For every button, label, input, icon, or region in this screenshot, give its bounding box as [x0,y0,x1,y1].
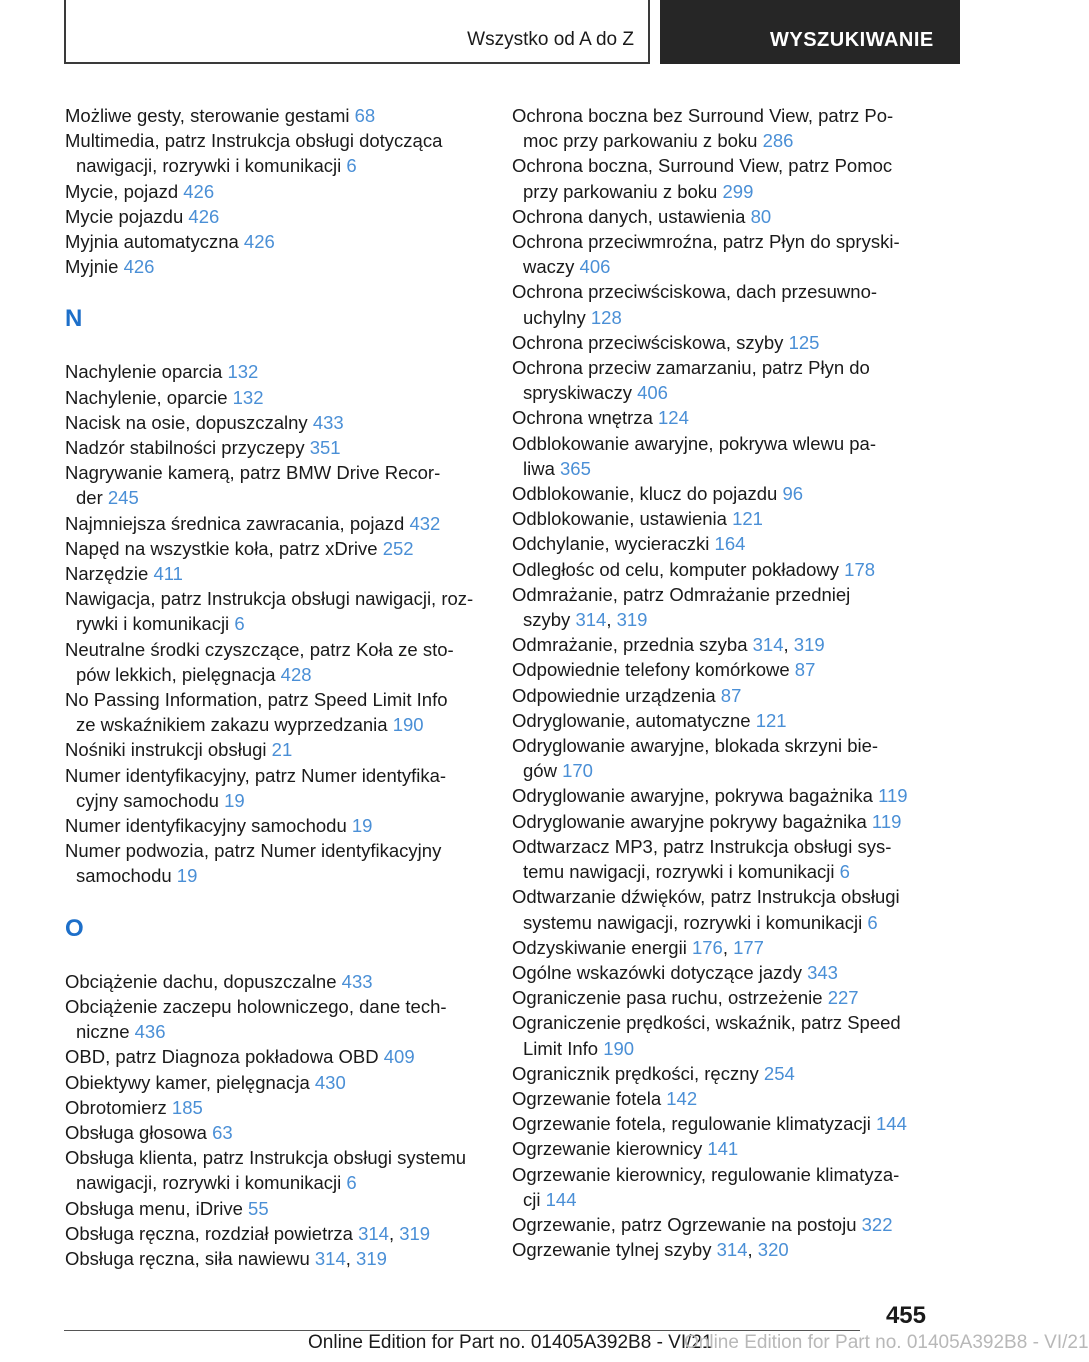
page-link[interactable]: 314 [314,1247,346,1269]
page-link[interactable]: 428 [280,663,312,685]
index-entry-text: Możliwe gesty, sterowanie gestami [65,105,355,126]
index-entry-text: Obiektywy kamer, pielęgnacja [65,1071,315,1093]
index-entry-text: Obsługa ręczna, siła nawiewu [65,1247,315,1269]
index-entry [65,1120,485,1145]
page-link[interactable]: 125 [788,331,820,353]
index-entry [512,683,932,708]
page-link[interactable]: 426 [188,205,220,227]
index-entry-text: samochodu [76,865,177,887]
page-link[interactable]: 185 [171,1096,203,1118]
page-link[interactable]: 124 [658,407,689,429]
page-link[interactable]: 190 [392,714,424,736]
page-link[interactable]: 164 [714,533,746,555]
page-link[interactable]: 319 [399,1222,431,1244]
page-link[interactable]: 433 [312,411,344,433]
index-entry-text: Neutralne środki czyszczące, patrz Koła ze sto‐ [65,638,454,660]
index-entry [65,460,485,510]
index-entry: Ogrzewanie tylnej szyby 314, 320 [512,1239,789,1261]
index-entry-text: Napęd na wszystkie koła, patrz xDrive [65,537,383,559]
page-link[interactable]: 6 [346,1172,357,1194]
page-link[interactable]: 128 [590,306,622,328]
section-letter: N [65,305,83,333]
index-entry-text: Nacisk na osie, dopuszczalny [65,411,313,433]
index-entry [65,586,485,636]
index-entry [512,506,932,531]
index-entry-text: przy parkowaniu z boku [523,180,723,202]
index-entry-text: Ogrzewanie tylnej szyby [512,1239,717,1261]
index-entry-text: pów lekkich, pielęgnacja [76,663,281,685]
index-entry [512,834,932,884]
index-entry-text: Odblokowanie, klucz do pojazdu [512,483,783,505]
index-entry-text: Myjnie [65,256,124,278]
page-link[interactable]: 409 [383,1046,415,1068]
index-entry-text: Ochrona boczna bez Surround View, patrz Po‐ [512,105,894,126]
page-link[interactable]: 141 [707,1138,739,1160]
index-entry [512,657,932,682]
index-entry-text: Nagrywanie kamerą, patrz BMW Drive Recor‐ [65,462,441,484]
index-entry-text: Myjnia automatyczna [65,231,244,253]
index-entry: Obsługa ręczna, siła nawiewu 314, 319 [65,1247,387,1269]
index-entry-text: Odblokowanie, ustawienia [512,508,733,530]
index-entry-text: Numer identyfikacyjny samochodu [65,815,352,837]
page-link[interactable]: 96 [782,483,804,505]
index-entry [65,1196,485,1221]
page-link[interactable]: 19 [224,789,245,811]
index-entry [65,561,485,586]
index-column-right [512,103,932,1262]
index-entry-text: Odryglowanie awaryjne, pokrywa bagażnika [512,785,879,807]
index-entry [65,637,485,687]
index-entry [512,557,932,582]
index-entry-text: Odryglowanie awaryjne, blokada skrzyni bie‐ [512,735,879,757]
page-link[interactable]: 351 [309,437,341,459]
index-entry [65,1095,485,1120]
index-entry-text: Ogrzewanie kierownicy, regulowanie klimatyza‐ [512,1163,900,1185]
index-entry [65,969,485,994]
page-link[interactable]: 55 [248,1197,269,1219]
page-link[interactable]: 121 [732,508,763,530]
page-link[interactable]: 299 [722,180,754,202]
page-link[interactable]: 177 [733,936,764,958]
index-entry [512,985,932,1010]
index-entry [65,435,485,460]
index-entry [512,783,932,808]
index-entry-text: Ochrona danych, ustawienia [512,205,751,227]
index-entry-text: Ochrona przeciwmroźna, patrz Płyn do spryski‐ [512,231,900,253]
index-entry [65,687,485,737]
page-link[interactable]: 319 [793,634,825,656]
index-entry-text: cji [523,1188,546,1210]
index-entry-text: cyjny samochodu [76,789,225,811]
page-link[interactable]: 80 [750,205,772,227]
page-link[interactable]: 343 [807,961,838,983]
index-entry [512,1086,932,1111]
index-entry [65,1044,485,1069]
page-link[interactable]: 314 [752,634,784,656]
index-entry-text: Numer identyfikacyjny, patrz Numer identyfika‐ [65,764,447,786]
index-entry [65,359,485,384]
page-link[interactable]: 119 [878,785,908,807]
index-entry-text: Obsługa ręczna, rozdział powietrza [65,1222,359,1244]
index-entry-text: Ograniczenie prędkości, wskaźnik, patrz Speed [512,1012,901,1034]
index-entry-text: Ogranicznik prędkości, ręczny [512,1062,764,1084]
page-link[interactable]: 432 [409,512,441,534]
index-entry [512,204,932,229]
footer-divider [64,1330,860,1331]
index-entry [65,103,485,128]
index-entry-text: Ograniczenie pasa ruchu, ostrzeżenie [512,987,828,1009]
page-link[interactable]: 433 [341,970,373,992]
index-entry [512,481,932,506]
index-entry [65,763,485,813]
index-entry [512,279,932,329]
page-link[interactable]: 144 [545,1188,577,1210]
index-entry-text: OBD, patrz Diagnoza pokładowa OBD [65,1046,384,1068]
index-entry-text: Ogrzewanie fotela [512,1087,667,1109]
page-link[interactable]: 319 [616,609,648,631]
page-link[interactable]: 132 [227,361,259,383]
page-link[interactable]: 142 [666,1087,698,1109]
index-entry [65,410,485,435]
page-link[interactable]: 245 [107,487,139,509]
search-tab[interactable] [660,0,960,64]
index-entry [65,254,485,279]
index-entry-text: szyby [523,609,576,631]
index-entry-text: Narzędzie [65,563,154,585]
index-entry-text: Obsługa głosowa [65,1121,213,1143]
page-link[interactable]: 411 [153,563,183,585]
index-entry [65,838,485,888]
index-entry-text: nawigacji, rozrywki i komunikacji [76,1172,347,1194]
page-link[interactable]: 430 [314,1071,346,1093]
section-tab-label: Wszystko od A do Z [467,29,634,50]
page-link[interactable]: 365 [560,457,591,479]
page-link[interactable]: 286 [762,130,794,152]
index-entry-text: Nachylenie oparcia [65,361,228,383]
index-entry [512,960,932,985]
index-entry-text: Limit Info [523,1037,604,1059]
index-entry-text: Odpowiednie telefony komórkowe [512,659,795,681]
page-link[interactable]: 252 [382,537,414,559]
index-entry [512,355,932,405]
page-link[interactable]: 314 [716,1239,748,1261]
page-link[interactable]: 87 [720,684,742,706]
index-entry [512,405,932,430]
page-link[interactable]: 406 [637,382,668,404]
page-number: 455 [885,1302,926,1329]
index-entry-text: Obsługa menu, iDrive [65,1197,249,1219]
section-letter: O [65,914,84,942]
page-link[interactable]: 119 [871,810,902,832]
index-entry-text: Ochrona przeciwściskowa, szyby [512,331,789,353]
index-entry-text: Ogrzewanie, patrz Ogrzewanie na postoju [512,1213,862,1235]
page-link[interactable]: 6 [346,155,357,177]
search-tab-label: WYSZUKIWANIE [770,29,934,51]
index-entry-text: waczy [523,256,580,278]
index-entry [65,737,485,762]
page-link[interactable]: 314 [575,609,607,631]
page-link[interactable]: 436 [134,1021,166,1043]
page-link[interactable]: 426 [123,256,155,278]
page-link[interactable]: 176 [691,936,723,958]
index-entry [65,511,485,536]
page-link[interactable]: 68 [354,105,376,126]
page-link[interactable]: 121 [755,709,787,731]
page-link[interactable]: 144 [876,1113,907,1135]
index-entry-text: uchylny [523,306,591,328]
index-entry-text: Obsługa klienta, patrz Instrukcja obsługi systemu [65,1147,467,1169]
page-link[interactable]: 178 [844,558,876,580]
index-column-left [65,103,485,1271]
page-link[interactable]: 6 [867,911,878,933]
index-entry-text: Odchylanie, wycieraczki [512,533,715,555]
index-entry [65,536,485,561]
index-entry-text: Odtwarzanie dźwięków, patrz Instrukcja obsługi [512,886,900,908]
page-link[interactable]: 190 [603,1037,635,1059]
index-entry-text: niczne [76,1021,135,1043]
index-entry [512,431,932,481]
index-entry-text: Ochrona przeciw zamarzaniu, patrz Płyn do [512,357,870,379]
index-entry-text: ze wskaźnikiem zakazu wyprzedzania [76,714,393,736]
index-entry [512,1136,932,1161]
index-entry-text: Ogólne wskazówki dotyczące jazdy [512,961,808,983]
page-link[interactable]: 132 [232,386,264,408]
index-entry-text: Mycie, pojazd [65,180,184,202]
page-link[interactable]: 319 [356,1247,387,1269]
page-link[interactable]: 322 [861,1213,893,1235]
index-entry [512,531,932,556]
page-link[interactable]: 426 [243,231,275,253]
index-entry [512,809,932,834]
page-link[interactable]: 426 [183,180,215,202]
index-entry-text: No Passing Information, patrz Speed Limit Info [65,689,448,711]
index-entry [65,179,485,204]
index-entry-text: Nośniki instrukcji obsługi [65,739,272,761]
page-link[interactable]: 406 [579,256,611,278]
page-link[interactable]: 63 [212,1121,233,1143]
index-entry-text: Multimedia, patrz Instrukcja obsługi dotycząca [65,130,443,152]
index-entry: Odzyskiwanie energii 176, 177 [512,936,764,958]
index-entry [65,128,485,178]
page-link[interactable]: 21 [271,739,293,761]
index-entry-text: Odtwarzacz MP3, patrz Instrukcja obsługi sys‐ [512,835,892,857]
index-entry: Odmrażanie, przednia szyba 314, 319 [512,634,825,656]
index-entry [512,153,932,203]
index-entry-text: temu nawigacji, rozrywki i komunikacji [523,861,840,883]
index-entry-text: nawigacji, rozrywki i komunikacji [76,155,347,177]
index-entry [512,103,932,153]
page-link[interactable]: 19 [176,865,198,887]
index-entry [512,1061,932,1086]
page-link[interactable]: 227 [827,987,859,1009]
index-entry [512,1212,932,1237]
page-link[interactable]: 6 [839,861,850,883]
index-entry [65,229,485,254]
index-entry-text: Odryglowanie, automatyczne [512,709,756,731]
index-entry-text: Mycie pojazdu [65,205,189,227]
index-entry [512,229,932,279]
index-entry-text: spryskiwaczy [523,382,638,404]
index-entry [512,330,932,355]
index-entry-text: Obciążenie dachu, dopuszczalne [65,970,342,992]
index-entry-text: Ochrona wnętrza [512,407,659,429]
index-entry [512,1162,932,1212]
page-link[interactable]: 6 [234,613,245,635]
index-entry-text: Odmrażanie, patrz Odmrażanie przedniej [512,583,851,605]
index-entry-text: Odblokowanie awaryjne, pokrywa wlewu pa‐ [512,432,877,454]
index-entry [512,1010,932,1060]
index-entry-text: Obciążenie zaczepu holowniczego, dane tech‐ [65,995,447,1017]
index-entry-text: Ogrzewanie kierownicy [512,1138,708,1160]
page-link[interactable]: 314 [358,1222,389,1244]
index-entry-text: Ogrzewanie fotela, regulowanie klimatyzacji [512,1113,877,1135]
index-entry-text: Odmrażanie, przednia szyba [512,634,753,656]
page-link[interactable]: 254 [763,1062,795,1084]
index-entry-text: moc przy parkowaniu z boku [523,130,763,152]
index-entry-text: Obrotomierz [65,1096,172,1118]
index-entry-text: Nachylenie, oparcie [65,386,233,408]
index-entry-text: liwa [523,457,561,479]
index-entry: Obsługa ręczna, rozdział powietrza 314, 319 [65,1222,431,1244]
page-link[interactable]: 320 [757,1239,789,1261]
index-entry [65,813,485,838]
watermark: Online Edition for Part no. 01405A392B8 - VI/21 [684,1332,1089,1353]
index-entry-text: Nadzór stabilności przyczepy [65,437,310,459]
index-entry-text: rywki i komunikacji [76,613,235,635]
index-entry-text: systemu nawigacji, rozrywki i komunikacji [523,911,868,933]
page-link[interactable]: 87 [794,659,816,681]
index-entry [65,385,485,410]
page-link[interactable]: 19 [351,815,373,837]
index-entry-text: Numer podwozia, patrz Numer identyfikacyjny [65,840,442,862]
index-entry-text: Odryglowanie awaryjne pokrywy bagażnika [512,810,872,832]
index-entry-text: Odzyskiwanie energii [512,936,692,958]
index-entry-text: Ochrona boczna, Surround View, patrz Pomoc [512,155,893,177]
page-link[interactable]: 170 [562,760,593,782]
index-entry-text: der [76,487,108,509]
section-tab[interactable] [64,0,650,64]
footer-edition-text: Online Edition for Part no. 01405A392B8 - VI/21 [308,1332,713,1353]
index-entry [512,1111,932,1136]
index-entry-text: Ochrona przeciwściskowa, dach przesuwno- [512,281,878,303]
index-entry-text: Najmniejsza średnica zawracania, pojazd [65,512,410,534]
index-entry-text: Odległośc od celu, komputer pokładowy [512,558,845,580]
index-entry [512,708,932,733]
index-entry [65,1145,485,1195]
index-entry [512,733,932,783]
index-entry [512,884,932,934]
index-entry-text: Odpowiednie urządzenia [512,684,721,706]
index-entry [65,994,485,1044]
index-entry [65,204,485,229]
index-entry: Odmrażanie, patrz Odmrażanie przedniej szyby 314, 319 [512,583,851,631]
index-entry [65,1070,485,1095]
index-entry-text: gów [523,760,563,782]
index-entry-text: Nawigacja, patrz Instrukcja obsługi nawigacji, roz‐ [65,588,474,610]
